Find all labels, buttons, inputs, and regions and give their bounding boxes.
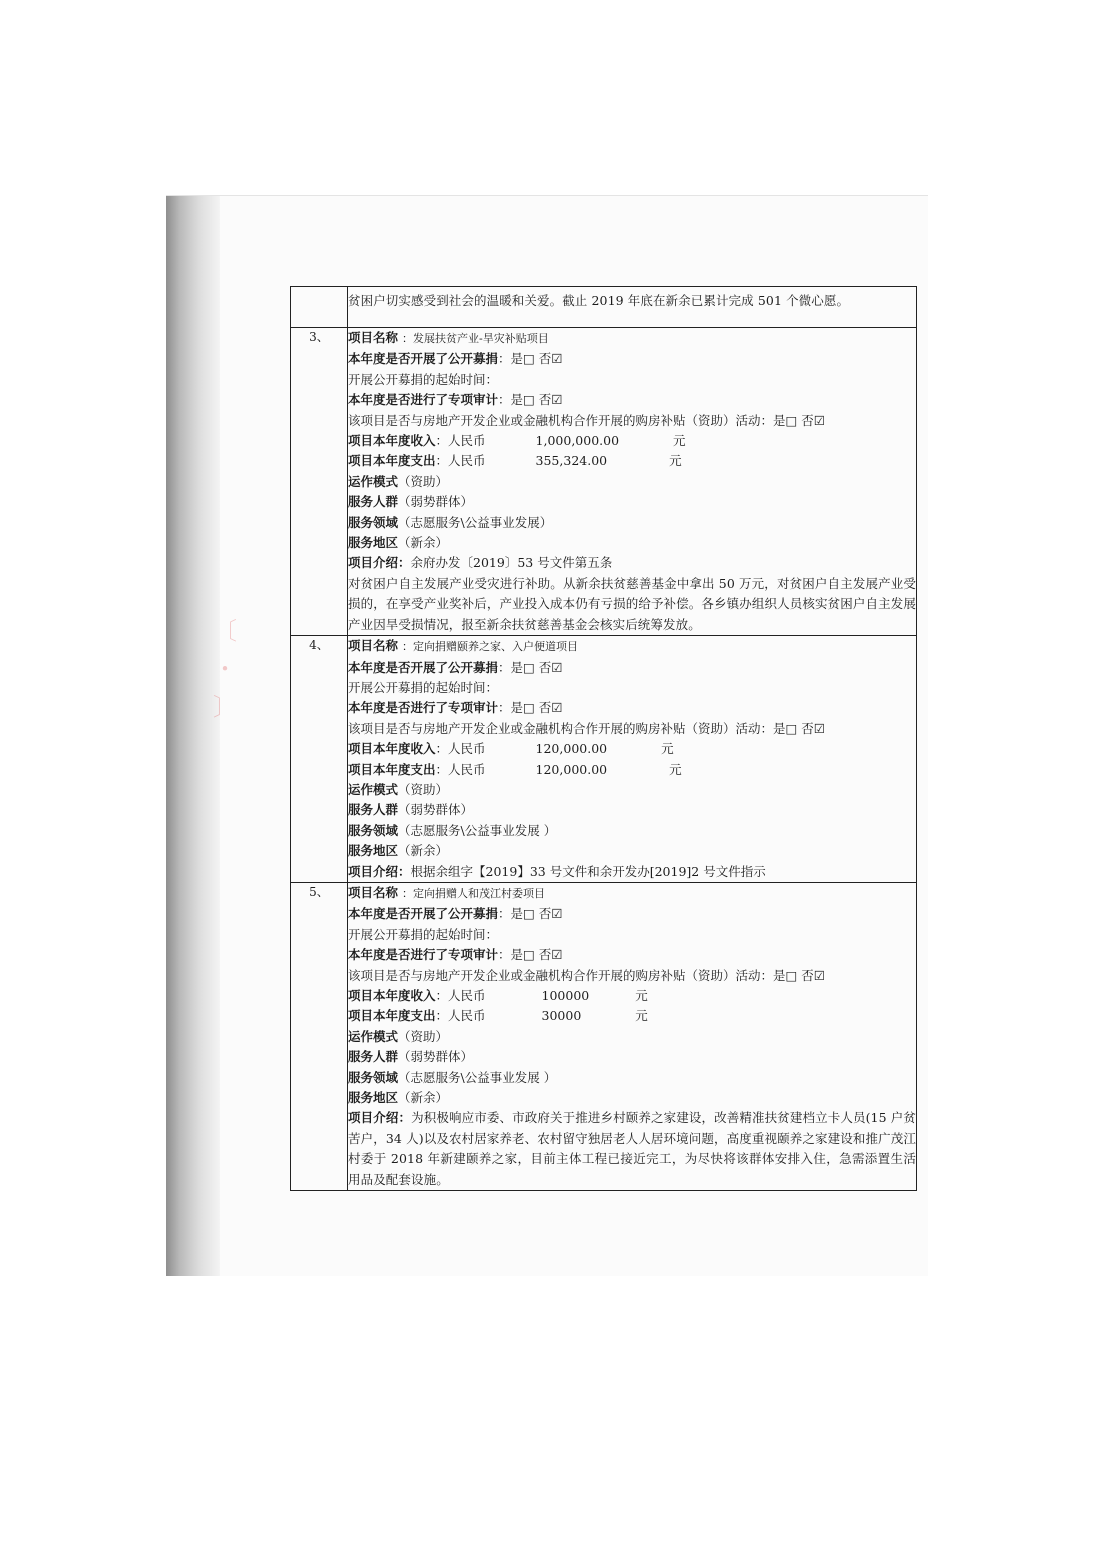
intro-line	[348, 862, 916, 882]
housing-subsidy-line: 该项目是否与房地产开发企业或金融机构合作开展的购房补贴（资助）活动：是□ 否☑	[348, 412, 825, 428]
expense-amount: 30000	[541, 1008, 582, 1024]
intro-line	[348, 553, 916, 573]
region-line	[348, 841, 916, 861]
start-time-line: 开展公开募捐的起始时间：	[348, 679, 499, 695]
audit-label: 本年度是否进行了专项审计	[348, 392, 499, 408]
expense-currency: ：人民币	[435, 453, 486, 469]
red-seal-stamp: 〔 ・ 〕	[213, 617, 237, 721]
income-currency: ：人民币	[435, 988, 486, 1003]
region-value: （新余）	[398, 1090, 449, 1106]
public-fundraising-value: ：是□ 否☑	[498, 351, 563, 367]
field-value: （志愿服务\公益事业发展 ）	[398, 822, 557, 838]
income-amount: 120,000.00	[535, 741, 608, 757]
income-label: 项目本年度收入	[348, 741, 436, 757]
region-line	[348, 533, 916, 553]
expense-label: 项目本年度支出	[348, 453, 436, 469]
income-amount: 100000	[541, 988, 590, 1003]
mode-label: 运作模式	[348, 1028, 399, 1044]
region-label: 服务地区	[348, 535, 399, 551]
expense-label: 项目本年度支出	[348, 1008, 436, 1024]
expense-amount: 355,324.00	[535, 453, 608, 469]
expense-unit: 元	[669, 453, 682, 469]
crowd-value: （弱势群体）	[398, 1049, 474, 1065]
project-name-label: 项目名称	[348, 884, 399, 900]
row-number: 4、	[291, 636, 348, 883]
intro-first: 为积极响应市委、市政府关于推进乡村颐养之家建设，改善精准扶贫建档立卡人员(15 户贫苦户，34 人)以及农村居家养老、农村留守独居老人人居环境问题，高度重视颐养之家建设和推广茂江村委于 2018 年新建颐养之家，目前主体工程已接近完工，为尽快将该群体安排入住，急需添置生活用品及配套设施。	[348, 1110, 916, 1187]
crowd-value: （弱势群体）	[398, 494, 474, 510]
audit-value: ：是□ 否☑	[498, 947, 563, 963]
audit-line	[348, 390, 916, 410]
income-currency: ：人民币	[435, 741, 486, 757]
public-fundraising-line	[348, 658, 916, 678]
mode-line	[348, 472, 916, 492]
field-label: 服务领域	[348, 822, 399, 838]
expense-line	[348, 1006, 916, 1026]
expense-label: 项目本年度支出	[348, 761, 436, 777]
housing-subsidy-line: 该项目是否与房地产开发企业或金融机构合作开展的购房补贴（资助）活动：是□ 否☑	[348, 967, 825, 983]
crowd-line	[348, 800, 916, 820]
income-label: 项目本年度收入	[348, 988, 436, 1003]
field-line	[348, 513, 916, 533]
expense-currency: ：人民币	[435, 761, 486, 777]
income-line	[348, 739, 916, 759]
crowd-label: 服务人群	[348, 494, 399, 510]
row-number: 5、	[291, 882, 348, 1190]
public-fundraising-value: ：是□ 否☑	[498, 906, 563, 922]
project-name: ：发展扶贫产业-旱灾补贴项目	[402, 332, 549, 345]
region-value: （新余）	[398, 535, 449, 551]
public-fundraising-value: ：是□ 否☑	[498, 659, 563, 675]
mode-label: 运作模式	[348, 473, 399, 489]
audit-label: 本年度是否进行了专项审计	[348, 947, 499, 963]
crowd-value: （弱势群体）	[398, 802, 474, 818]
expense-line	[348, 760, 916, 780]
income-unit: 元	[635, 988, 648, 1003]
field-value: （志愿服务\公益事业发展 ）	[398, 1069, 557, 1085]
intro-body: 对贫困户自主发展产业受灾进行补助。从新余扶贫慈善基金中拿出 50 万元，对贫困户自主发展产业受损的，在享受产业奖补后，产业投入成本仍有亏损的给予补偿。各乡镇办组织人员核实贫困户自主发展产业因旱受损情况，报至新余扶贫慈善基金会核实后统筹发放。	[348, 575, 916, 632]
expense-unit: 元	[669, 761, 682, 777]
income-line	[348, 986, 916, 1006]
project-name-label: 项目名称	[348, 330, 399, 345]
intro-first: 余府办发〔2019〕53 号文件第五条	[410, 555, 613, 571]
public-fundraising-label: 本年度是否开展了公开募捐	[348, 906, 499, 922]
income-line	[348, 431, 916, 451]
project-name-line	[348, 883, 916, 904]
crowd-label: 服务人群	[348, 1049, 399, 1065]
income-unit: 元	[661, 741, 674, 757]
housing-subsidy-line: 该项目是否与房地产开发企业或金融机构合作开展的购房补贴（资助）活动：是□ 否☑	[348, 720, 825, 736]
crowd-line	[348, 1047, 916, 1067]
expense-currency: ：人民币	[435, 1008, 486, 1024]
income-label: 项目本年度收入	[348, 433, 436, 449]
expense-unit: 元	[635, 1008, 648, 1024]
mode-value: （资助）	[398, 1028, 449, 1044]
public-fundraising-label: 本年度是否开展了公开募捐	[348, 351, 499, 367]
audit-line	[348, 945, 916, 965]
table-row-project-5	[291, 882, 917, 1190]
mode-value: （资助）	[398, 473, 449, 489]
start-time-line: 开展公开募捐的起始时间：	[348, 371, 499, 387]
intro-paragraph	[348, 1108, 916, 1190]
audit-value: ：是□ 否☑	[498, 392, 563, 408]
project-details	[348, 882, 917, 1190]
region-label: 服务地区	[348, 843, 399, 859]
field-value: （志愿服务\公益事业发展）	[398, 514, 553, 530]
row-number-cell	[291, 287, 348, 328]
table-row-project-3	[291, 328, 917, 636]
field-label: 服务领域	[348, 514, 399, 530]
project-name-line	[348, 636, 916, 657]
expense-amount: 120,000.00	[535, 761, 608, 777]
intro-label: 项目介绍：	[348, 1110, 412, 1126]
mode-label: 运作模式	[348, 781, 399, 797]
intro-label: 项目介绍：	[348, 555, 411, 571]
project-details	[348, 328, 917, 636]
mode-line	[348, 1027, 916, 1047]
crowd-line	[348, 492, 916, 512]
project-table	[290, 286, 917, 1191]
table-row-project-4	[291, 636, 917, 883]
project-details	[348, 636, 917, 883]
income-currency: ：人民币	[435, 433, 486, 449]
income-amount: 1,000,000.00	[535, 433, 620, 449]
region-label: 服务地区	[348, 1090, 399, 1106]
audit-line	[348, 698, 916, 718]
crowd-label: 服务人群	[348, 802, 399, 818]
project-name: ：定向捐赠颐养之家、入户便道项目	[402, 640, 578, 654]
mode-line	[348, 780, 916, 800]
public-fundraising-label: 本年度是否开展了公开募捐	[348, 659, 499, 675]
row-number: 3、	[291, 328, 348, 636]
mode-value: （资助）	[398, 781, 449, 797]
income-unit: 元	[673, 433, 686, 449]
expense-line	[348, 451, 916, 471]
public-fundraising-line	[348, 904, 916, 924]
region-line	[348, 1088, 916, 1108]
table-row-continuation	[291, 287, 917, 328]
project-name-line	[348, 328, 916, 349]
continuation-text: 贫困户切实感受到社会的温暖和关爱。截止 2019 年底在新余已累计完成 501 个微心愿。	[348, 293, 850, 308]
continuation-cell	[348, 287, 917, 328]
project-name: ：定向捐赠人和茂江村委项目	[402, 886, 545, 900]
audit-label: 本年度是否进行了专项审计	[348, 700, 499, 716]
public-fundraising-line	[348, 349, 916, 369]
intro-label: 项目介绍：	[348, 863, 411, 879]
field-label: 服务领域	[348, 1069, 399, 1085]
field-line	[348, 821, 916, 841]
field-line	[348, 1068, 916, 1088]
region-value: （新余）	[398, 843, 449, 859]
intro-first: 根据余组字【2019】33 号文件和余开发办[2019]2 号文件指示	[410, 863, 766, 879]
audit-value: ：是□ 否☑	[498, 700, 563, 716]
start-time-line: 开展公开募捐的起始时间：	[348, 926, 499, 942]
project-name-label: 项目名称	[348, 638, 399, 654]
